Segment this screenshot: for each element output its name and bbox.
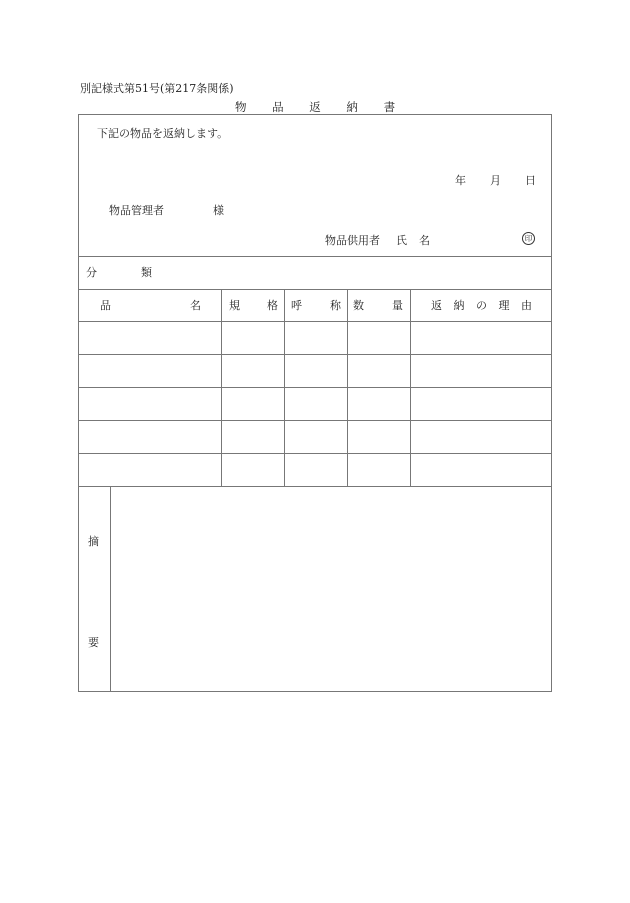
date-month-label: 月 (490, 174, 501, 187)
form-number-caption: 別記様式第51号(第217条関係) (80, 82, 234, 95)
column-header-char: 由 (521, 299, 532, 312)
column-header-char: 規 (229, 299, 240, 312)
column-header-call-name (291, 297, 341, 313)
name-label-char: 氏 (396, 234, 407, 247)
column-header-char: 量 (392, 299, 403, 312)
category-field[interactable] (169, 257, 549, 288)
column-header-spec (229, 297, 278, 313)
manager-label: 物品管理者 (109, 204, 164, 217)
column-header-char: 称 (330, 299, 341, 312)
column-header-char: 数 (353, 299, 364, 312)
column-header-char: 呼 (291, 299, 302, 312)
divider (79, 453, 551, 454)
title-char: 物 (234, 100, 247, 114)
return-statement: 下記の物品を返納します。 (97, 127, 229, 140)
user-label: 物品供用者 (325, 234, 380, 247)
column-header-quantity (353, 297, 403, 313)
remarks-label-char: 要 (88, 636, 99, 649)
title-char: 納 (346, 100, 358, 114)
return-form (78, 114, 552, 692)
divider (79, 420, 551, 421)
column-header-char: 理 (498, 299, 510, 312)
column-header-reason (431, 297, 532, 313)
divider (79, 321, 551, 322)
column-header-char: の (476, 299, 487, 312)
divider (79, 486, 551, 487)
title-char: 品 (272, 100, 284, 114)
column-header-char: 品 (100, 299, 111, 312)
column-header-item-name (100, 297, 201, 313)
title-char: 返 (309, 100, 321, 114)
date-day-label: 日 (525, 174, 536, 187)
category-label-char: 類 (141, 266, 152, 279)
divider (79, 387, 551, 388)
remarks-divider (110, 486, 111, 692)
title-char: 書 (383, 100, 396, 114)
name-label-char: 名 (419, 234, 430, 247)
date-year-label: 年 (455, 174, 466, 187)
column-header-char: 格 (267, 299, 278, 312)
column-header-char: 返 (431, 299, 442, 312)
category-label-char: 分 (86, 266, 97, 279)
column-header-char: 名 (190, 299, 201, 312)
divider (79, 354, 551, 355)
remarks-field[interactable] (117, 495, 545, 685)
divider (79, 289, 551, 290)
manager-honorific: 様 (213, 204, 224, 217)
document-title (0, 99, 630, 115)
column-header-char: 納 (453, 299, 465, 312)
seal-mark-icon: 印 (522, 232, 535, 245)
remarks-label-char: 摘 (88, 535, 99, 548)
